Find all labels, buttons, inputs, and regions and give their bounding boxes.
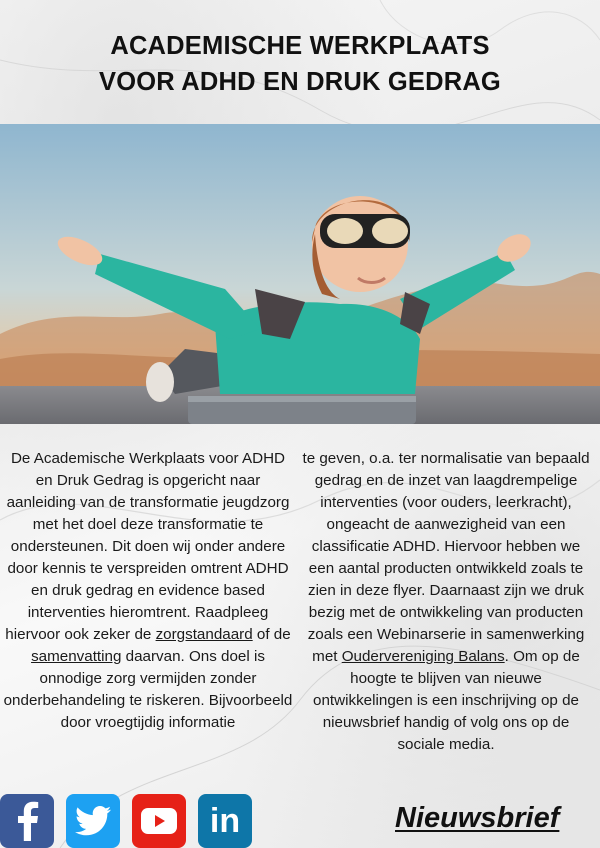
left-text-part-2: of de [252, 626, 291, 643]
title-line-1: ACADEMISCHE WERKPLAATS [110, 32, 490, 60]
twitter-icon[interactable] [66, 794, 120, 848]
page-title [0, 28, 600, 100]
right-text-part-2: . Om op de hoogte te blijven van nieuwe ontwikkelingen is een inschrijving op de nieuwsbrief handig of volg ons op de sociale media. [313, 648, 580, 753]
linkedin-icon[interactable] [198, 794, 252, 848]
left-text-part-1: De Academische Werkplaats voor ADHD en Druk Gedrag is opgericht naar aanleiding van de transformatie jeugdzorg met het doel deze transformatie te ondersteunen. Dit doen wij onder andere door kennis te verspreiden omtrent ADHD en druk gedrag en evidence based interventies hieromtrent. Raadpleeg hiervoor ook zeker de [5, 450, 290, 643]
facebook-icon[interactable] [0, 794, 54, 848]
hero-illustration [0, 124, 600, 424]
left-text-part-3: daarvan. Ons doel is onnodige zorg vermijden zonder onderbehandeling te riskeren. Bijvoorbeeld door vroegtijdig informatie [3, 648, 293, 731]
oudervereniging-balans-link[interactable]: Oudervereniging Balans [341, 648, 505, 665]
samenvatting-link[interactable]: samenvatting [31, 648, 122, 665]
title-line-2: VOOR ADHD EN DRUK GEDRAG [99, 68, 501, 96]
zorgstandaard-link[interactable]: zorgstandaard [155, 626, 253, 643]
hero-image [0, 124, 600, 424]
newsletter-link[interactable]: Nieuwsbrief [395, 802, 560, 834]
youtube-icon[interactable] [132, 794, 186, 848]
intro-text-left [2, 448, 294, 734]
right-text-part-1: te geven, o.a. ter normalisatie van bepaald gedrag en de inzet van laagdrempelige interventies (voor ouders, leerkracht), ongeacht de aanwezigheid van een classificatie ADHD. Hiervoor hebben we een aantal producten ontwikkeld zoals te zien in deze flyer. Daarnaast zijn we druk bezig met de ontwikkeling van producten zoals een Webinarserie in samenwerking met [302, 450, 590, 665]
intro-text-right [300, 448, 592, 756]
social-media-bar [0, 794, 280, 848]
linkedin-label: in [209, 801, 241, 840]
